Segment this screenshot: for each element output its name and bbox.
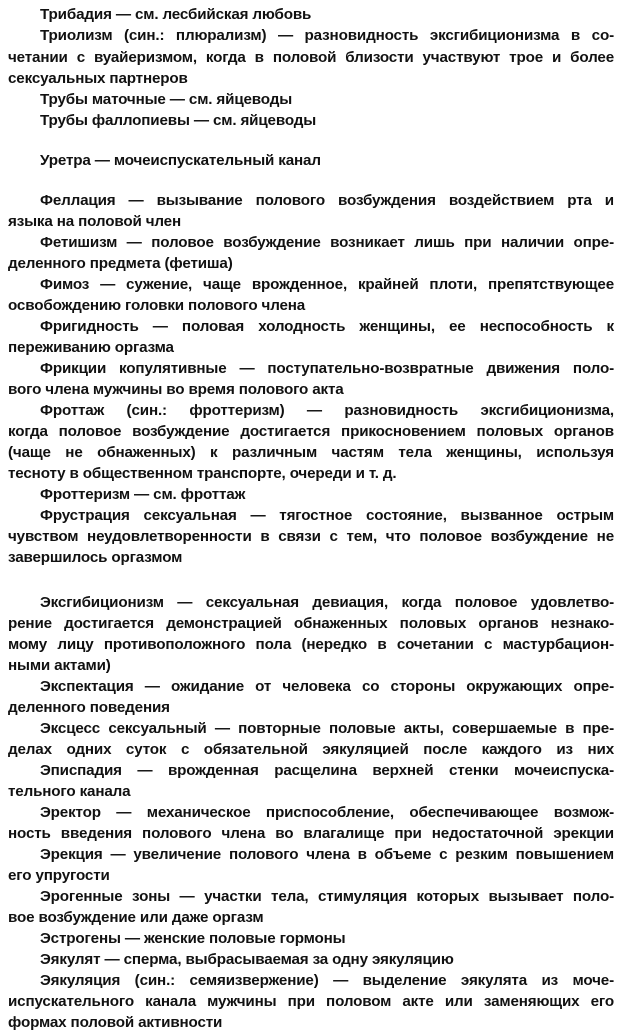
glossary-continuation-line: деленного предмета (фетиша)	[8, 255, 233, 272]
glossary-entry-line: Триолизм (син.: плюрализм) — разновидность эксгибиционизма в со-	[40, 27, 614, 44]
glossary-entry-line: Эксцесс сексуальный — повторные половые акты, совершаемые в пре-	[40, 720, 614, 737]
glossary-continuation-line: тесноту в общественном транспорте, очереди и т. д.	[8, 465, 397, 482]
glossary-entry-line: Эксгибиционизм — сексуальная девиация, когда половое удовлетво-	[40, 594, 614, 611]
glossary-entry-line: Фимоз — сужение, чаще врожденное, крайней плоти, препятствующее	[40, 276, 614, 293]
glossary-continuation-line: формах половой активности	[8, 1014, 223, 1031]
glossary-continuation-line: сексуальных партнеров	[8, 70, 188, 87]
glossary-entry-line: Эякуляция (син.: семяизвержение) — выделение эякулята из моче-	[40, 972, 614, 989]
glossary-continuation-line: завершилось оргазмом	[8, 549, 183, 566]
glossary-entry-line: Эстрогены — женские половые гормоны	[40, 930, 346, 947]
glossary-continuation-line: его упругости	[8, 867, 110, 884]
glossary-entry-line: Эякулят — сперма, выбрасываемая за одну эякуляцию	[40, 951, 454, 968]
glossary-entry-line: Экспектация — ожидание от человека со стороны окружающих опре-	[40, 678, 614, 695]
glossary-entry-line: Фетишизм — половое возбуждение возникает лишь при наличии опре-	[40, 234, 614, 251]
glossary-entry-line: Эректор — механическое приспособление, обеспечивающее возмож-	[40, 804, 614, 821]
glossary-entry-line: Трубы маточные — см. яйцеводы	[40, 91, 293, 108]
glossary-entry-line: Трибадия — см. лесбийская любовь	[40, 6, 312, 23]
glossary-continuation-line: тельного канала	[8, 783, 131, 800]
glossary-continuation-line: чувством неудовлетворенности в связи с тем, что половое возбуждение не	[8, 528, 614, 545]
glossary-continuation-line: (чаще не обнаженных) к различным частям тела женщины, используя	[8, 444, 614, 461]
glossary-continuation-line: переживанию оргазма	[8, 339, 174, 356]
glossary-entry-line: Фрикции копулятивные — поступательно-возвратные движения поло-	[40, 360, 614, 377]
glossary-continuation-line: четании с вуайеризмом, когда в половой близости участвуют трое и более	[8, 49, 614, 66]
glossary-continuation-line: испускательного канала мужчины при половом акте или заменяющих его	[8, 993, 614, 1010]
glossary-entry-line: Эписпадия — врожденная расщелина верхней стенки мочеиспуска-	[40, 762, 614, 779]
glossary-continuation-line: деленного поведения	[8, 699, 170, 716]
glossary-entry-line: Фроттаж (син.: фроттеризм) — разновидность эксгибиционизма,	[40, 402, 614, 419]
glossary-entry-line: Фригидность — половая холодность женщины, ее неспособность к	[40, 318, 614, 335]
glossary-continuation-line: вого члена мужчины во время полового акта	[8, 381, 344, 398]
glossary-entry-line: Эрогенные зоны — участки тела, стимуляция которых вызывает поло-	[40, 888, 614, 905]
glossary-continuation-line: ными актами)	[8, 657, 111, 674]
glossary-continuation-line: освобождению головки полового члена	[8, 297, 306, 314]
glossary-continuation-line: ность введения полового члена во влагалище при недостаточной эрекции	[8, 825, 614, 842]
glossary-entry-line: Трубы фаллопиевы — см. яйцеводы	[40, 112, 317, 129]
glossary-entry-line: Фроттеризм — см. фроттаж	[40, 486, 246, 503]
glossary-continuation-line: мому лицу противоположного пола (нередко в сочетании с мастурбацион-	[8, 636, 614, 653]
glossary-continuation-line: языка на половой член	[8, 213, 181, 230]
glossary-entry-line: Уретра — мочеиспускательный канал	[40, 152, 321, 169]
glossary-continuation-line: вое возбуждение или даже оргазм	[8, 909, 264, 926]
glossary-entry-line: Эрекция — увеличение полового члена в объеме с резким повышением	[40, 846, 614, 863]
glossary-continuation-line: рение достигается демонстрацией обнаженных половых органов незнако-	[8, 615, 614, 632]
glossary-entry-line: Фрустрация сексуальная — тягостное состояние, вызванное острым	[40, 507, 614, 524]
glossary-entry-line: Феллация — вызывание полового возбуждения воздействием рта и	[40, 192, 614, 209]
glossary-continuation-line: делах одних суток с обязательной эякуляцией после каждого из них	[8, 741, 614, 758]
glossary-continuation-line: когда половое возбуждение достигается прикосновением половых органов	[8, 423, 614, 440]
